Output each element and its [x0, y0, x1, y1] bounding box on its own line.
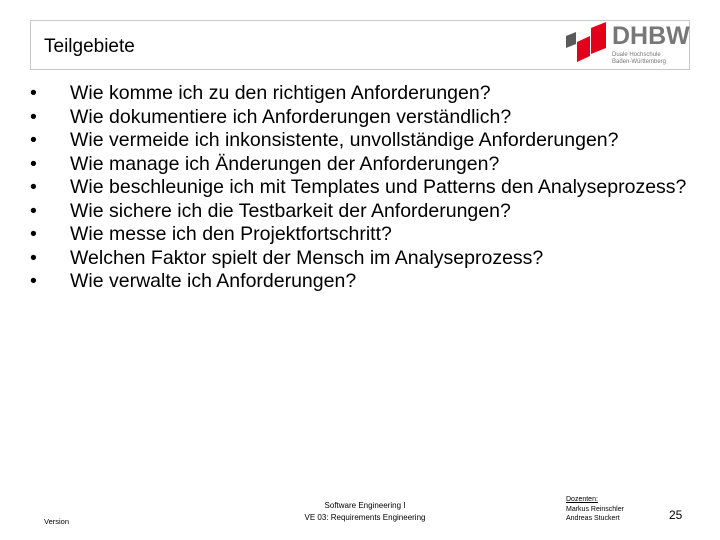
list-item [30, 200, 690, 224]
bullet-icon: • [30, 152, 37, 175]
footer-course-unit: VE 03: Requirements Engineering [304, 513, 426, 522]
logo-subtitle-line1: Duale Hochschule [612, 52, 661, 58]
bullet-text: Welchen Faktor spielt der Mensch im Analyseprozess? [70, 246, 544, 269]
bullet-icon: • [30, 105, 37, 128]
slide-title: Teilgebiete [44, 36, 135, 57]
bullet-icon: • [30, 129, 37, 151]
bullet-icon: • [30, 223, 37, 245]
list-item [30, 153, 690, 177]
list-item [30, 82, 690, 106]
bullet-icon: • [30, 82, 37, 104]
bullet-text: Wie manage ich Änderungen der Anforderungen? [70, 152, 500, 175]
dhbw-logo [562, 22, 688, 68]
list-item [30, 129, 690, 153]
lecturer-name: Andreas Stuckert [566, 515, 620, 522]
bullet-icon: • [30, 199, 37, 222]
bullet-icon: • [30, 270, 37, 292]
bullet-list [30, 82, 690, 294]
footer-version: Version [44, 517, 70, 526]
bullet-text: Wie vermeide ich inkonsistente, unvollständige Anforderungen? [70, 129, 619, 151]
list-item [30, 176, 690, 200]
logo-subtitle-line2: Baden-Württemberg [612, 59, 667, 65]
bullet-icon: • [30, 246, 37, 269]
footer-course-info [270, 500, 460, 524]
bullet-text: Wie beschleunige ich mit Templates und Patterns den Analyseprozess? [70, 176, 687, 198]
dhbw-logo-mark-icon [562, 22, 610, 68]
bullet-text: Wie verwalte ich Anforderungen? [70, 270, 357, 292]
footer-lecturers [566, 495, 624, 524]
bullet-text: Wie messe ich den Projektfortschritt? [70, 223, 392, 245]
page-number: 25 [669, 508, 683, 522]
lecturers-label: Dozenten: [566, 496, 598, 503]
logo-brand: DHBW [612, 22, 690, 50]
footer-course-title: Software Engineering I [324, 501, 406, 510]
bullet-text: Wie dokumentiere ich Anforderungen verständlich? [70, 105, 512, 128]
list-item [30, 270, 690, 294]
lecturer-name: Markus Reinschler [566, 505, 624, 513]
list-item [30, 106, 690, 130]
bullet-text: Wie komme ich zu den richtigen Anforderungen? [70, 82, 491, 104]
list-item [30, 247, 690, 271]
list-item [30, 223, 690, 247]
bullet-text: Wie sichere ich die Testbarkeit der Anforderungen? [70, 199, 511, 222]
bullet-icon: • [30, 176, 37, 198]
